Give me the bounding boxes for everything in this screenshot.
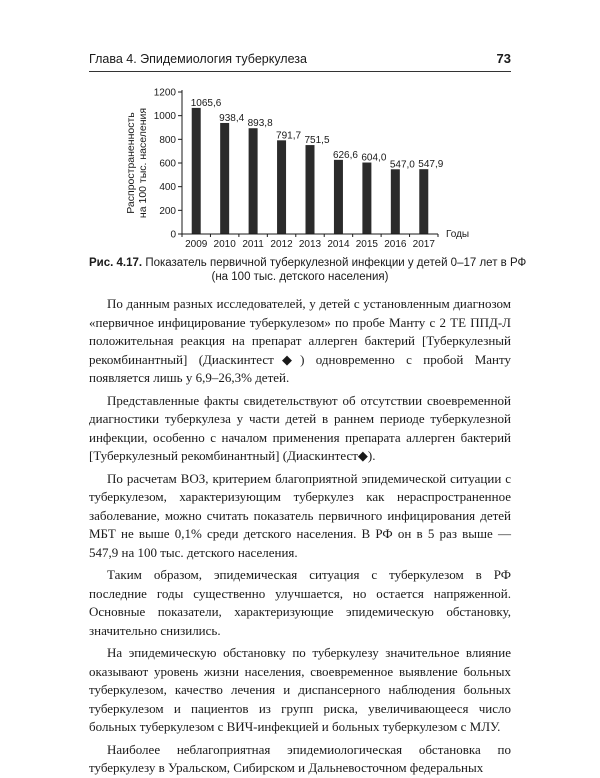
value-label-2010: 938,4 [219, 112, 245, 124]
x-tick-label-2011: 2011 [242, 239, 264, 250]
body-text [89, 295, 511, 778]
bar-2016 [391, 169, 400, 234]
x-axis-title: Годы [446, 229, 470, 240]
caption-line-2: (на 100 тыс. детского населения) [211, 271, 389, 283]
bar-2017 [419, 169, 428, 234]
bar-2013 [306, 145, 315, 234]
value-label-2014: 626,6 [332, 149, 358, 161]
paragraph-6: Наиболее неблагоприятная эпидемиологическая обстановка по туберкулезу в Уральском, Сибирском и Дальневосточном федеральных [89, 741, 511, 775]
y-tick-label: 0 [170, 229, 176, 241]
y-tick-label: 600 [159, 158, 176, 170]
x-tick-label-2015: 2015 [355, 239, 379, 250]
value-label-2009: 1065,6 [190, 97, 222, 109]
value-label-2016: 547,0 [389, 159, 415, 171]
y-title-line-2: на 100 тыс. населения [137, 107, 149, 219]
y-axis [154, 88, 182, 241]
bar-2014 [334, 160, 343, 234]
value-label-2015: 604,0 [361, 152, 387, 164]
value-label-2012: 791,7 [276, 130, 302, 142]
x-tick-label-2014: 2014 [327, 239, 350, 250]
paragraph-3: По расчетам ВОЗ, критерием благоприятной эпидемической ситуации с туберкулезом, характеризующим туберкулез как нераспространенное заболевание, можно считать показатель первичного инфицирования детей МБТ не выше 0,1% среди детского населения. В РФ он в 5 раз выше — 547,9 на 100 тыс. детского населения. [89, 470, 511, 560]
caption-text-1: Показатель первичной туберкулезной инфекции у детей 0–17 лет в РФ [145, 257, 527, 269]
y-tick-label: 200 [159, 205, 176, 217]
y-tick-label: 400 [159, 182, 176, 194]
value-label-2013: 751,5 [304, 135, 330, 147]
figure-label: Рис. 4.17. [89, 257, 143, 269]
bar-2010 [220, 123, 229, 234]
y-tick-label: 1200 [153, 87, 176, 99]
caption-line-1 [89, 256, 527, 270]
x-tick-label-2009: 2009 [185, 239, 208, 250]
paragraph-4: Таким образом, эпидемическая ситуация с туберкулезом в РФ последние годы существенно улучшается, но остается напряженной. Основные показатели, характеризующие эпидемическую обстановку, значительно снизились. [89, 567, 511, 638]
page-number: 73 [496, 51, 511, 66]
y-tick-label: 800 [159, 134, 176, 146]
bar-2011 [249, 128, 258, 234]
value-label-2017: 547,9 [418, 159, 444, 171]
value-label-2011: 893,8 [247, 118, 273, 130]
running-header [89, 49, 511, 72]
prevalence-bar-chart [120, 82, 480, 254]
paragraph-2: Представленные факты свидетельствуют об отсутствии своевременной диагностики туберкулеза у части детей в раннем периоде туберкулезной инфекции, особенно с началом применения препарата аллерген бактерий [Туберкулезный рекомбинантный] (Диаскинтест◆). [89, 392, 511, 463]
bars [192, 108, 429, 234]
y-title-line-1: Распространенность [125, 112, 137, 214]
x-tick-label-2012: 2012 [270, 239, 293, 250]
x-tick-label-2010: 2010 [213, 239, 236, 250]
x-tick-label-2016: 2016 [384, 239, 407, 250]
bar-2012 [277, 140, 286, 234]
x-tick-label-2017: 2017 [412, 239, 435, 250]
y-tick-label: 1000 [153, 111, 176, 123]
x-tick-label-2013: 2013 [298, 239, 322, 250]
paragraph-5: На эпидемическую обстановку по туберкулезу значительное влияние оказывают уровень жизни населения, своевременное выявление больных туберкулезом, качество лечения и диспансерного наблюдения больных туберкулезом и пациентов из групп риска, увеличивающееся число больных туберкулезом с ВИЧ-инфекцией и больных туберкулезом с МЛУ. [89, 645, 511, 734]
paragraph-1: По данным разных исследователей, у детей с установленным диагнозом «первичное инфицирование туберкулезом» по пробе Манту с 2 ТЕ ППД-Л положительная реакция на препарат аллерген бактерий [Туберкулезный рекомбинантный] (Диаскинтест◆) одновременно с пробой Манту появляется лишь у 6,9–26,3% детей. [89, 296, 511, 385]
bar-2009 [192, 108, 201, 234]
chapter-title: Глава 4. Эпидемиология туберкулеза [89, 52, 307, 66]
figure-caption [89, 256, 527, 284]
bar-2015 [362, 163, 371, 234]
y-axis-title [125, 108, 149, 218]
